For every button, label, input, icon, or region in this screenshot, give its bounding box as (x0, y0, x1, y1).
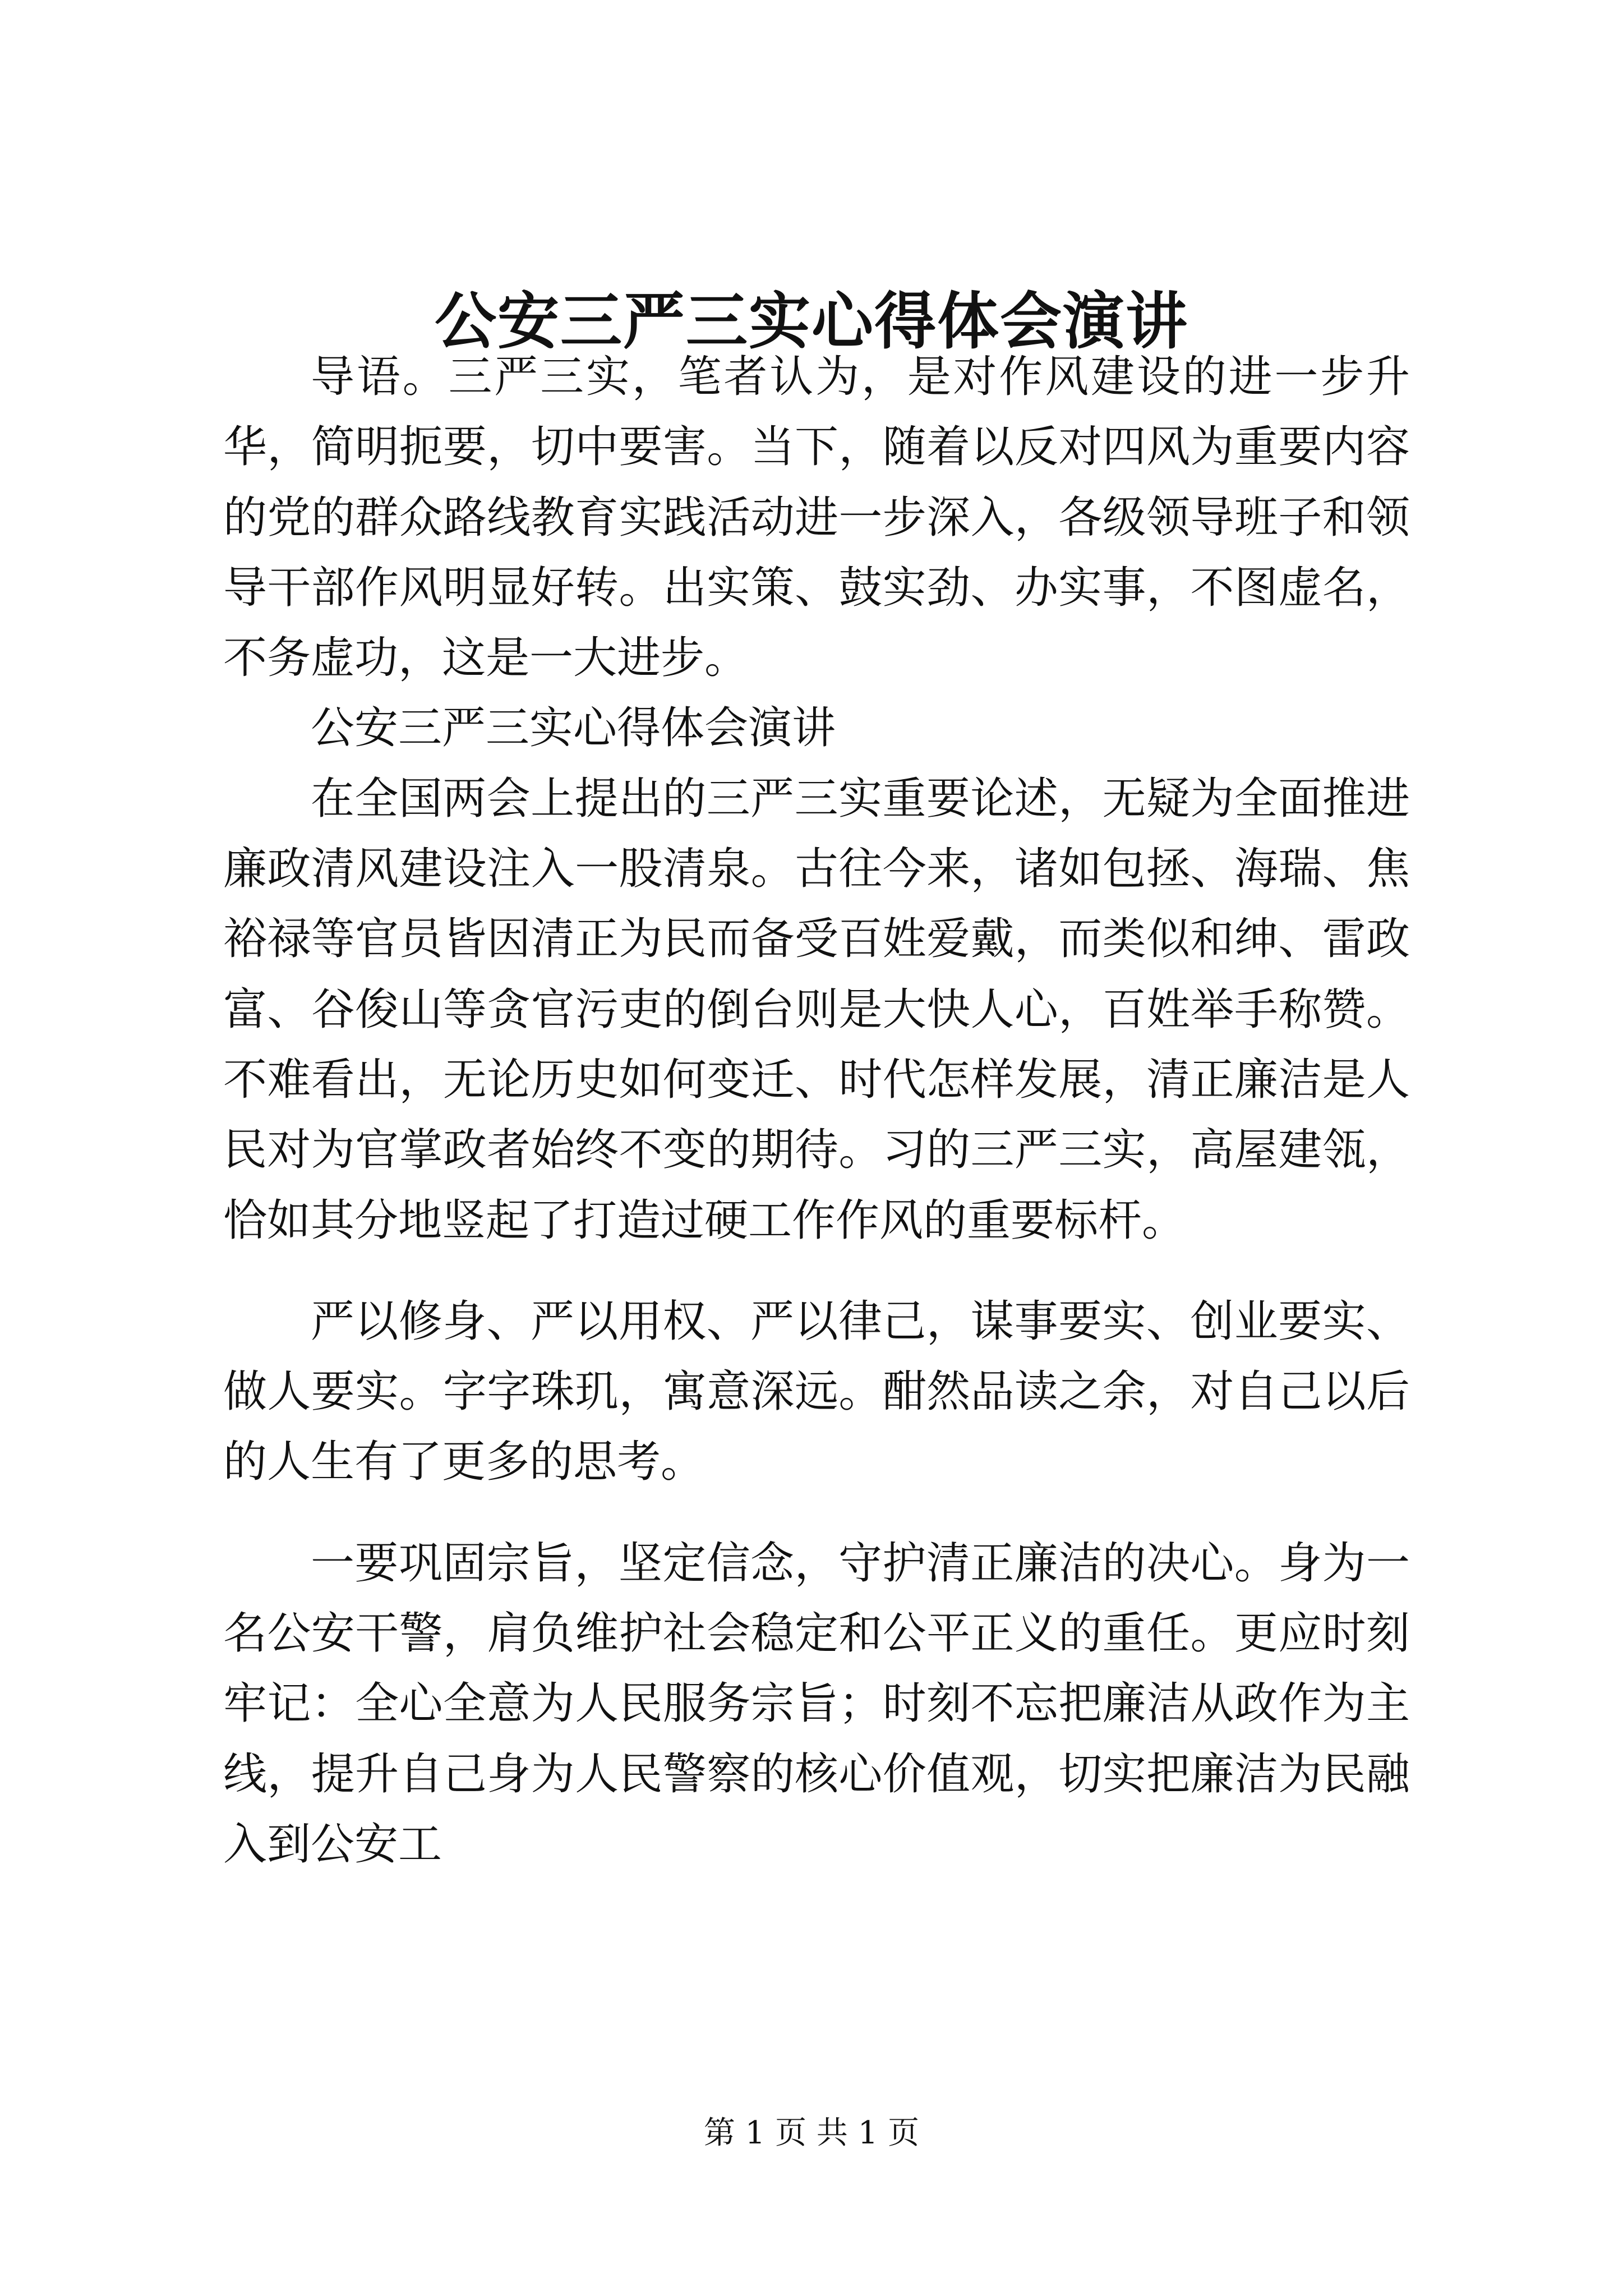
paragraph-first-requirement: 一要巩固宗旨，坚定信念，守护清正廉洁的决心。身为一名公安干警，肩负维护社会稳定和公平正义的重任。更应时刻牢记：全心全意为人民服务宗旨；时刻不忘把廉洁从政作为主线，提升自己身为人民警察的核心价值观，切实把廉洁为民融入到公安工 (223, 1538, 1410, 1870)
paragraph-two-sessions: 在全国两会上提出的三严三实重要论述，无疑为全面推进廉政清风建设注入一股清泉。古往今来，诸如包拯、海瑞、焦裕禄等官员皆因清正为民而备受百姓爱戴，而类似和绅、雷政富、谷俊山等贪官污吏的倒台则是大快人心，百姓举手称赞。不难看出，无论历史如何变迁、时代怎样发展，清正廉洁是人民对为官掌政者始终不变的期待。习的三严三实，高屋建瓴，恰如其分地竖起了打造过硬工作作风的重要标杆。 (223, 773, 1410, 1246)
page-number-footer: 第 1 页 共 1 页 (703, 2115, 920, 2151)
paragraph-three-stricts: 严以修身、严以用权、严以律己，谋事要实、创业要实、做人要实。字字珠玑，寓意深远。酣然品读之余，对自己以后的人生有了更多的思考。 (223, 1296, 1410, 1488)
paragraph-intro: 导语。三严三实，笔者认为，是对作风建设的进一步升华，简明扼要，切中要害。当下，随着以反对四风为重要内容的党的群众路线教育实践活动进一步深入，各级领导班子和领导干部作风明显好转。出实策、鼓实劲、办实事，不图虚名，不务虚功，这是一大进步。 (223, 352, 1410, 684)
document-body (223, 342, 1410, 1880)
paragraph-subtitle: 公安三严三实心得体会演讲 (311, 703, 836, 754)
document-title: 公安三严三实心得体会演讲 (435, 285, 1188, 357)
